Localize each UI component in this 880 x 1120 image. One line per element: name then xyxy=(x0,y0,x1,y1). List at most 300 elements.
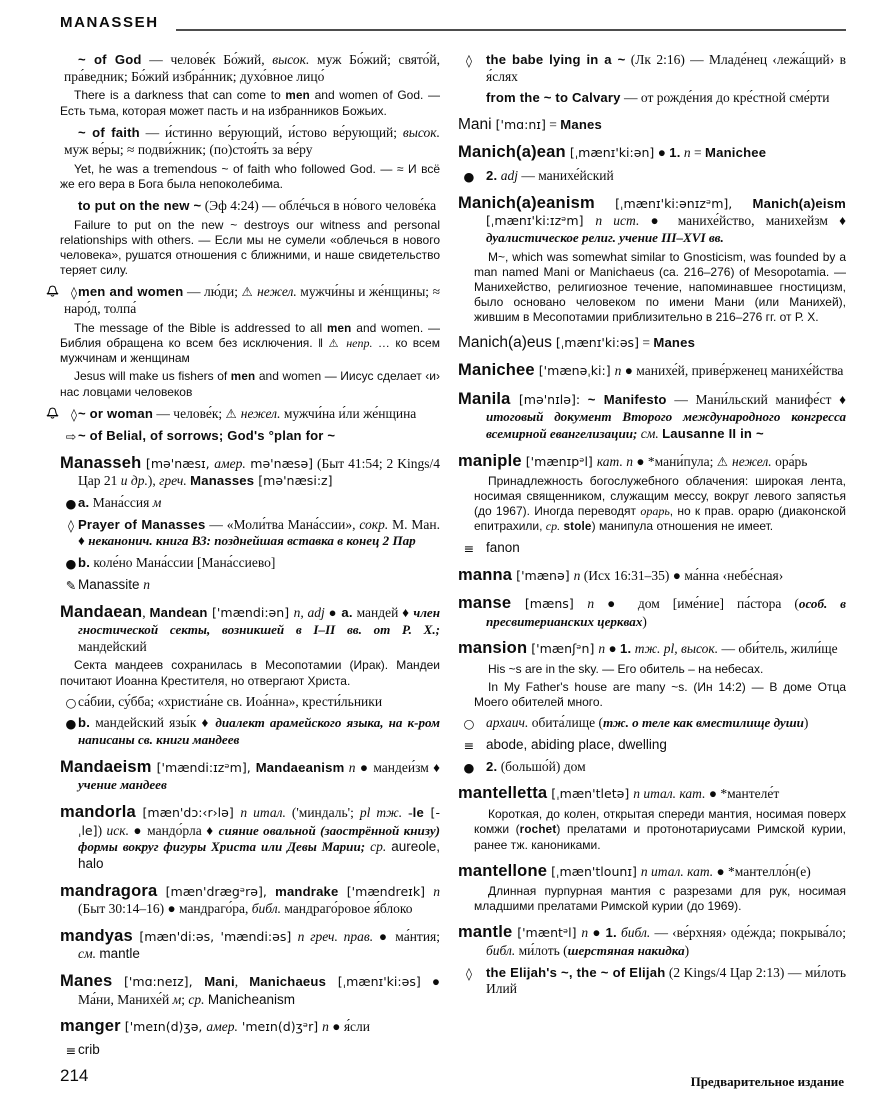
text-run xyxy=(580,392,588,407)
entry-paragraph xyxy=(65,494,440,512)
text-run: — ‹ве́рхняя› оде́жда; покрыва́ло; xyxy=(650,925,847,941)
text-run: from the ~ to Calvary xyxy=(486,90,621,106)
text-run: — Мани́льский манифе́ст ♦ xyxy=(666,391,846,407)
text-run: [ˌmæn'tlounɪ] xyxy=(547,863,641,879)
text-run: ['meɪn(d)ʒə, xyxy=(120,1019,207,1035)
entry-paragraph xyxy=(60,88,440,119)
entry-paragraph xyxy=(60,602,440,656)
text-run: и др. xyxy=(120,473,148,489)
entry-paragraph xyxy=(463,167,846,185)
text-run: (большо́й) дом xyxy=(497,758,586,774)
text-run: a. xyxy=(78,494,90,510)
text-run: (Лк 2:16) — Младе́нец ‹лежа́щий› в я́слях xyxy=(486,52,847,84)
text-run: mandrake xyxy=(275,883,339,899)
text-run: crib xyxy=(78,1041,100,1057)
text-run: [ˌmænɪ'ki:əs] xyxy=(551,335,639,351)
text-run: adj xyxy=(500,167,518,183)
text-run: Mandean xyxy=(149,604,208,620)
text-run: n итал. xyxy=(240,805,286,821)
text-run: the Elijah's ~, the ~ of Elijah xyxy=(486,964,666,980)
headword: mantle xyxy=(458,923,513,942)
entry-paragraph xyxy=(65,1041,440,1059)
text-run: n итал. кат. xyxy=(633,786,706,802)
text-run: библ. xyxy=(486,942,516,958)
right-column xyxy=(458,50,846,998)
text-run: высок. xyxy=(402,125,440,141)
text-run: тж. pl, высок. xyxy=(634,641,719,657)
text-run: ● ма́нтия; xyxy=(373,928,441,944)
text-run: орарь xyxy=(640,504,670,519)
equiv-icon: ≡ xyxy=(463,541,475,557)
text-run: There is a darkness that can come to xyxy=(74,88,286,103)
entry-paragraph xyxy=(65,555,440,572)
entry-paragraph xyxy=(60,926,441,963)
text-run: ['mænəˌki:] xyxy=(534,363,615,379)
entry-paragraph xyxy=(465,52,847,85)
equiv-icon: ≡ xyxy=(65,1042,77,1058)
header-rule xyxy=(176,29,846,31)
text-run: ● манихе́йство, манихейзм ♦ xyxy=(639,213,847,229)
text-run: Jesus will make us fishers of xyxy=(74,369,231,384)
text-run: ср. xyxy=(188,991,205,1007)
text-run: амер. xyxy=(206,1019,238,1035)
text-run: Prayer of Manasses xyxy=(78,516,206,532)
text-run: ) прелатами и протонотариусами Римской курии, ранее тж. канониками. xyxy=(474,822,846,852)
entry-paragraph xyxy=(458,115,846,134)
text-run: нежел. xyxy=(732,453,772,469)
entry-paragraph xyxy=(474,662,846,677)
text-run: [mæn'di:əs, 'mændi:əs] xyxy=(132,928,298,944)
diamond-icon: ◊ xyxy=(67,517,75,533)
text-run: , xyxy=(142,604,150,620)
headword: Manich(a)eanism xyxy=(458,193,595,212)
entry-paragraph xyxy=(60,802,441,873)
text-run: [mə'næsɪ, xyxy=(141,455,215,471)
text-run: ⚠ xyxy=(225,406,241,422)
entry-paragraph xyxy=(463,540,846,557)
entry-paragraph xyxy=(458,922,847,959)
entry-paragraph xyxy=(458,142,846,162)
headword: mantellone xyxy=(458,861,548,880)
text-run: ~ or woman xyxy=(78,406,154,422)
text-run: 2. xyxy=(486,758,498,774)
text-run: [mə'næsi:z] xyxy=(254,473,333,489)
text-run: aureole, halo xyxy=(78,839,441,871)
text-run: n xyxy=(598,641,606,657)
text-run: амер. xyxy=(214,455,246,471)
headword: mansion xyxy=(458,639,528,658)
entry-paragraph xyxy=(458,861,846,881)
text-run: Manes xyxy=(653,335,696,351)
text-run: Короткая, до колен, открытая спереди мантия, носимая поверх комжи ( xyxy=(474,806,846,837)
text-run: ● xyxy=(654,145,670,161)
headword: Manes xyxy=(60,972,113,991)
text-run: сокр. xyxy=(359,516,389,532)
text-run: см. xyxy=(78,946,96,962)
text-run: учение мандеев xyxy=(78,777,167,793)
headword: mandragora xyxy=(60,881,158,900)
text-run: мужчи́на и́ли же́нщина xyxy=(280,406,417,422)
entry-paragraph xyxy=(463,737,846,754)
text-run: тж. о теле как вместилище души xyxy=(602,715,804,731)
text-run: ср. xyxy=(545,519,561,534)
text-run: ), xyxy=(147,473,160,489)
text-run: to put on the new ~ xyxy=(78,197,202,213)
text-run: ● Ма́ни, Манихе́й xyxy=(78,974,440,1007)
text-run: ) xyxy=(803,715,809,731)
headword: Manich(a)ean xyxy=(458,143,566,162)
entry-paragraph xyxy=(458,593,846,630)
text-run: Manich(a)eism xyxy=(752,195,846,211)
text-run: n греч. прав. xyxy=(297,928,374,944)
entry-paragraph xyxy=(60,757,441,794)
text-run: ● мандеи́зм ♦ xyxy=(355,759,441,775)
diamond-icon: ◊ xyxy=(465,965,473,981)
headword: Manasseh xyxy=(60,453,142,472)
text-run: [ˌmænɪ'ki:ənɪzᵊm], xyxy=(594,195,753,211)
text-run: ['mændreɪk] xyxy=(338,883,434,899)
entry-paragraph xyxy=(458,389,846,443)
entry-paragraph xyxy=(64,52,440,85)
entry-paragraph xyxy=(474,807,846,853)
headword: mantelletta xyxy=(458,784,548,803)
text-run: обита́лище ( xyxy=(528,715,603,731)
entry-paragraph xyxy=(60,453,440,490)
text-run: The message of the Bible is addressed to all xyxy=(74,320,327,335)
text-run: , xyxy=(234,974,250,990)
text-run: муж ве́ры; ≈ подви́жник; (по)стоя́ть за ве́ру xyxy=(64,141,313,157)
entry-paragraph xyxy=(60,971,440,1008)
text-run: ● *мани́пула; xyxy=(632,453,717,469)
text-run: 'meɪn(d)ʒᵊr] xyxy=(237,1019,323,1035)
text-run: Yet, he was a tremendous ~ of faith who followed God. — ≈ И всё же его вера в Бога была непоколебима. xyxy=(60,161,440,191)
page-guide-word: MANASSEH xyxy=(60,14,159,31)
text-run: ~ of Belial, of sorrows; God's °plan for ~ xyxy=(78,427,336,443)
entry-paragraph xyxy=(60,658,440,688)
text-run: His ~s are in the sky. — Его обитель – на небесах. xyxy=(488,661,764,676)
headword: Manila xyxy=(458,389,511,408)
text-run: (Быт 30:14–16) ● мандраго́ра, xyxy=(78,901,252,917)
text-run: мандей ♦ xyxy=(352,604,414,620)
text-run: (Исх 16:31–35) ● ма́нна ‹небе́сная› xyxy=(580,567,784,583)
text-run: ⚠ xyxy=(716,453,733,469)
text-run: Failure to put on the new ~ destroys our witness and personal relationships with others. — Если мы не сумели «облечься в нового человека», рушатся отношения с ближними, и наше свидетельство теряет силу. xyxy=(60,217,440,277)
derivative-icon: ✎ xyxy=(65,577,77,593)
entry-paragraph xyxy=(465,964,846,998)
page-number: 214 xyxy=(60,1066,89,1085)
text-run: Mani xyxy=(204,974,235,990)
text-run: and women. — Библия обращена ко всем без исключения. ‖ xyxy=(60,320,441,351)
text-run: ['mɑ:nɪ] xyxy=(491,117,546,133)
text-run: диалект арамейского языка, на к-ром написаны св. книги мандеев xyxy=(78,715,440,748)
entry-paragraph xyxy=(458,333,846,352)
text-run: коле́но Мана́ссии [Мана́ссиево] xyxy=(90,555,276,571)
text-run: Manichaeus xyxy=(249,974,327,990)
text-run: — от рожде́ния до кре́стной сме́рти xyxy=(620,90,830,106)
bullet-icon: ● xyxy=(463,759,475,775)
text-run: - xyxy=(402,805,413,821)
text-run: ) xyxy=(684,942,690,958)
headword: Manichee xyxy=(458,361,535,380)
text-run: неканонич. книга ВЗ: позднейшая вставка в конец 2 Пар xyxy=(88,533,416,549)
text-run: Принадлежность богослужебного облачения: широкая лента, носимая священником, служащим мессу, вокруг левого запястья (до 1967). Иногда переводят xyxy=(474,474,846,519)
headword: manse xyxy=(458,594,512,613)
text-run: ср. xyxy=(370,839,387,855)
text-run: , но к прав. орарю (диаконской епитрахили, xyxy=(474,504,846,534)
text-run: — лю́ди; xyxy=(183,284,242,300)
text-run: ~ Manifesto xyxy=(587,391,667,407)
entry-paragraph xyxy=(65,715,440,748)
text-run: n xyxy=(683,145,691,161)
entry-paragraph xyxy=(458,783,846,803)
text-run: Manasses xyxy=(190,473,255,489)
text-run: M~, which was somewhat similar to Gnosticism, was founded by a man named Mani or Manichaeus (ca. 216–276) of Mesopotamia. — Манихейство, религиозное течение, напоминавшее гностицизм, было основано человеком по имени Мани (или Манихей), жившим в Месопотамии приблизительно в 216–276 гг. от Р. Х. xyxy=(474,249,846,324)
headword: Manich(a)eus xyxy=(458,334,552,352)
text-run: ['mænʃᵊn] xyxy=(527,641,599,657)
entry-paragraph xyxy=(65,427,440,445)
entry-paragraph xyxy=(65,576,440,594)
text-run: нежел. xyxy=(257,284,297,300)
text-run: n ист. xyxy=(595,213,640,229)
text-run: — манихе́йский xyxy=(517,167,614,183)
text-run: men xyxy=(326,321,352,335)
text-run: шерстяная накидка xyxy=(567,942,685,958)
text-run: дуалистическое религ. учение III–XVI вв. xyxy=(486,229,724,245)
text-run: м xyxy=(172,991,182,1007)
text-run: ['mændi:ɪzᵊm], xyxy=(151,759,256,775)
text-run: [ˌmænɪ'ki:ən] xyxy=(565,145,655,161)
text-run: ('миндаль'; xyxy=(285,805,360,821)
text-run: ) xyxy=(642,613,647,629)
entry-paragraph xyxy=(463,715,846,732)
text-run: [mə'nɪlə]: xyxy=(510,391,581,407)
entry-paragraph xyxy=(64,406,440,423)
text-run: 2. xyxy=(486,167,498,183)
text-run: ~ of faith xyxy=(78,125,140,141)
text-run: са́бии, су́бба; «христиа́не св. Иоа́нна», крести́льники xyxy=(78,693,383,709)
bell-icon xyxy=(44,285,60,300)
text-run: ● *мантеле́т xyxy=(705,786,780,802)
text-run: ['mændi:ən] xyxy=(207,604,294,620)
text-run: fanon xyxy=(486,540,520,556)
entry-paragraph xyxy=(64,284,440,317)
text-run: ● манихе́й, приве́рженец манихе́йства xyxy=(621,363,844,379)
text-run: [mæns] xyxy=(511,596,588,612)
headword: maniple xyxy=(458,451,522,470)
text-run: ● дом [име́ние] па́стора ( xyxy=(594,596,799,612)
text-run: — оби́тель, жили́ще xyxy=(718,641,838,657)
text-run: мандраго́ровое я́блоко xyxy=(280,901,413,917)
text-run: stole xyxy=(563,520,592,534)
text-run: ~ of God xyxy=(78,52,142,67)
entry-paragraph xyxy=(60,321,440,367)
text-run: [-ˌle] xyxy=(78,805,440,838)
entry-paragraph xyxy=(474,680,846,710)
text-run: Manichee xyxy=(705,145,767,161)
circle-icon: ○ xyxy=(65,694,77,710)
text-run: le xyxy=(412,805,424,821)
entry-paragraph xyxy=(474,250,846,326)
text-run: 1. xyxy=(605,925,617,941)
text-run: 1. xyxy=(669,145,681,161)
headword: Mandaean xyxy=(60,602,143,621)
text-run: Manassite xyxy=(78,576,144,592)
text-run: men and women xyxy=(78,284,184,300)
text-run: n xyxy=(614,363,622,379)
text-run: библ. xyxy=(621,925,651,941)
text-run: иск. xyxy=(106,822,129,838)
text-run: Manes xyxy=(560,117,602,133)
text-run: — «Моли́тва Мана́ссии», xyxy=(205,516,360,532)
text-run: … ко всем мужчинам и женщинам xyxy=(60,336,440,366)
text-run: Mandaeanism xyxy=(255,759,345,775)
entry-paragraph xyxy=(60,218,440,278)
entry-paragraph xyxy=(474,884,846,914)
text-run: mantle xyxy=(99,946,140,962)
text-run: ) манипула отношения не имеет. xyxy=(591,519,774,534)
bullet-icon: ● xyxy=(65,556,77,572)
text-run: архаич. xyxy=(486,715,529,731)
text-run: нежел. xyxy=(240,406,281,422)
text-run: [mæn'drægᵊrə], xyxy=(157,883,276,899)
text-run: (Быт 41:54; 2 Kings/4 Цар 21 xyxy=(78,455,440,489)
text-run: = xyxy=(638,335,654,351)
text-run: rochet xyxy=(519,823,557,837)
text-run: n, adj xyxy=(293,604,325,620)
bell-icon xyxy=(44,407,60,422)
entry-paragraph xyxy=(65,693,440,711)
text-run: — и́стинно ве́рующий, и́стово ве́рующий; xyxy=(139,125,403,141)
edition-note: Предварительное издание xyxy=(690,1074,844,1089)
text-run: ⚠ xyxy=(328,337,347,351)
text-run: М. Ман. ♦ xyxy=(78,516,440,549)
text-run: мандейский xyxy=(78,638,147,654)
text-run: [ˌmænɪ'ki:əs] xyxy=(326,974,421,990)
entry-paragraph xyxy=(64,198,440,215)
circle-icon: ○ xyxy=(463,716,475,732)
entry-paragraph xyxy=(474,474,846,535)
text-run: n xyxy=(143,576,151,592)
entry-paragraph xyxy=(458,565,846,585)
entry-paragraph xyxy=(60,1016,440,1036)
headword: Mandaeism xyxy=(60,757,152,776)
text-run: ора́рь xyxy=(771,453,808,469)
bullet-icon: ● xyxy=(463,168,475,184)
text-run: ['mænə] xyxy=(512,567,574,583)
text-run: (2 Kings/4 Цар 2:13) — ми́лоть Илий xyxy=(486,964,846,997)
entry-paragraph xyxy=(458,451,846,471)
text-run: член гностической секты, возникшей в I–II вв. от Р. Х.; xyxy=(78,604,440,637)
text-run: ⚠ xyxy=(241,284,258,300)
text-run: men xyxy=(230,370,256,384)
text-run: Мана́ссия xyxy=(89,494,153,510)
text-run: м xyxy=(152,494,162,510)
text-run: [ˌmæn'tletə] xyxy=(547,786,634,802)
text-run: = xyxy=(690,145,706,161)
text-run: (Эф 4:24) — обле́чься в но́вого челове́ка xyxy=(201,197,437,213)
text-run: n xyxy=(587,596,595,612)
text-run: ['mɑ:neɪz], xyxy=(112,974,205,990)
diamond-icon: ◊ xyxy=(70,285,78,301)
text-run: n итал. кат. xyxy=(640,863,714,879)
text-run: mə'næsə] xyxy=(245,455,314,471)
text-run: ● xyxy=(588,925,606,941)
text-run: кат. n xyxy=(596,453,633,469)
text-run: n xyxy=(348,759,356,775)
entry-paragraph xyxy=(458,193,847,247)
text-run: pl тж. xyxy=(359,805,403,821)
entry-paragraph xyxy=(458,638,846,658)
text-run: men xyxy=(285,89,310,103)
headword: Mani xyxy=(458,116,492,134)
text-run: высок. xyxy=(272,52,310,67)
text-run: ● *мантелло́н(е) xyxy=(713,863,811,879)
text-run: мужчи́ны и же́нщины; ≈ наро́д, толпа́ xyxy=(64,284,440,316)
text-run: библ. xyxy=(251,901,281,917)
text-run: n xyxy=(433,883,440,899)
text-run: and women of God. — Есть тьма, которая может пасть и на избранников Божьих. xyxy=(60,88,440,119)
bullet-icon: ● xyxy=(65,495,77,511)
bullet-icon: ● xyxy=(65,716,77,732)
text-run: the babe lying in a ~ xyxy=(486,52,626,67)
text-run: Длинная пурпурная мантия с разрезами для рук, носимая младшими прелатами Римской курии (до 1969). xyxy=(474,884,846,914)
headword: manna xyxy=(458,565,513,584)
text-run: ['mænɪpᵊl] xyxy=(521,453,597,469)
text-run: муж Бо́жий; свято́й, пра́ведник; Бо́жий избра́нник; духо́вное лицо́ xyxy=(64,52,440,84)
text-run: ● a. xyxy=(328,604,353,620)
text-run: ) xyxy=(97,822,107,838)
text-run: ; xyxy=(181,991,189,1007)
entry-paragraph xyxy=(60,881,440,918)
entry-paragraph xyxy=(60,162,440,192)
text-run: [mæn'dɔ:‹r›lə] xyxy=(135,805,241,821)
entry-paragraph xyxy=(67,516,440,550)
text-run: ● мандо́рла ♦ xyxy=(128,822,219,838)
text-run: греч. xyxy=(159,473,187,489)
text-run: особ. в пресвитерианских церквах xyxy=(486,596,846,629)
equiv-icon: ≡ xyxy=(463,738,475,753)
text-run: Manicheanism xyxy=(207,991,295,1007)
headword: manger xyxy=(60,1017,121,1036)
text-run: ми́лоть ( xyxy=(515,942,568,958)
diamond-icon: ◊ xyxy=(465,53,473,68)
text-run: мандейский язы́к ♦ xyxy=(90,715,216,731)
text-run: n xyxy=(322,1019,329,1035)
text-run: — челове́к; xyxy=(153,406,226,422)
entry-paragraph xyxy=(64,125,440,158)
text-run: непр. xyxy=(346,336,373,351)
diamond-icon: ◊ xyxy=(70,407,78,423)
text-run: Lausanne II in ~ xyxy=(662,425,764,441)
text-run: = xyxy=(545,117,561,133)
headword: mandyas xyxy=(60,926,133,945)
text-run: ['mæntᵊl] xyxy=(512,925,582,941)
text-run: b. xyxy=(78,555,91,571)
text-run: In My Father's house are many ~s. (Ин 14:2) — В доме Отца Моего обителей много. xyxy=(474,680,846,710)
text-run: abode, abiding place, dwelling xyxy=(486,737,667,752)
left-column xyxy=(42,50,440,1058)
text-run: — челове́к Бо́жий, xyxy=(141,52,273,67)
text-run: n xyxy=(581,925,589,941)
arrow-icon: ⇨ xyxy=(65,428,77,444)
entry-paragraph xyxy=(486,90,846,107)
entry-paragraph xyxy=(60,369,440,400)
text-run: итоговый документ Второго международного конгресса всемирной евангелизации; xyxy=(486,409,846,441)
text-run: [ˌmænɪ'ki:ɪzᵊm] xyxy=(486,213,596,229)
text-run: сияние овальной (заострённой книзу) формы вокруг фигуры Христа или Девы Марии; xyxy=(78,822,440,855)
text-run: n xyxy=(573,567,581,583)
text-run: and women — Иисус сделает ‹и› нас ловцами человеков xyxy=(60,369,441,400)
